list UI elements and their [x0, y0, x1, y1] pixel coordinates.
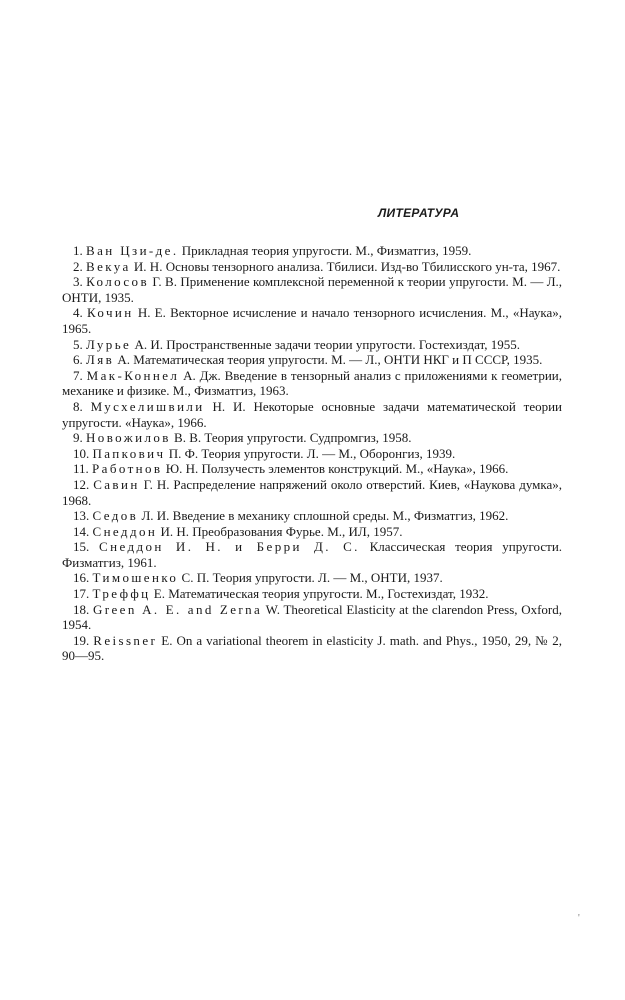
reference-number: 18. — [73, 601, 90, 617]
reference-text: В. В. Теория упругости. Судпромгиз, 1958. — [174, 430, 412, 446]
reference-text: А. Математическая теория упругости. М. — Л., ОНТИ НКГ и П СССР, 1935. — [117, 352, 543, 368]
reference-item — [62, 399, 562, 430]
reference-author: Ляв — [86, 352, 115, 368]
reference-text: Г. Н. Распределение напряжений около отверстий. Киев, «Наукова думка», 1968. — [62, 476, 563, 508]
reference-item — [62, 430, 562, 446]
reference-number: 16. — [73, 570, 90, 586]
reference-item — [62, 352, 562, 368]
reference-item — [62, 586, 562, 602]
reference-text: И. Н. Основы тензорного анализа. Тбилиси. Изд-во Тбилисского ун-та, 1967. — [133, 258, 561, 274]
page-title: ЛИТЕРАТУРА — [378, 206, 460, 220]
reference-item — [62, 337, 562, 353]
reference-author: Векуа — [86, 258, 131, 274]
reference-item — [62, 633, 562, 664]
reference-number: 6. — [73, 352, 83, 368]
reference-text: Ю. Н. Ползучесть элементов конструкций. М., «Наука», 1966. — [165, 461, 509, 477]
reference-number: 11. — [73, 461, 89, 477]
reference-author: Ван Цзи-де. — [86, 243, 179, 258]
reference-item — [62, 274, 562, 305]
reference-author: Лурье — [86, 336, 132, 352]
reference-author: Reissner — [93, 632, 158, 648]
reference-number: 5. — [73, 336, 83, 352]
reference-author: Тимошенко — [92, 570, 179, 586]
reference-item — [62, 602, 562, 633]
reference-list — [62, 243, 562, 664]
reference-item — [62, 508, 562, 524]
reference-text: W. Theoretical Elasticity at the clarendon Press, Oxford, 1954. — [62, 601, 563, 633]
reference-number: 1. — [73, 243, 83, 258]
reference-text: П. Ф. Теория упругости. Л. — М., Оборонгиз, 1939. — [168, 445, 456, 461]
reference-number: 8. — [73, 398, 83, 414]
reference-item — [62, 305, 562, 336]
reference-text: Н. И. Некоторые основные задачи математической теории упругости. «Наука», 1966. — [62, 398, 563, 430]
reference-text: А. Дж. Введение в тензорный анализ с приложениями к геометрии, механике и физике. М., Физматгиз, 1963. — [62, 367, 563, 399]
reference-item — [62, 259, 562, 275]
reference-item — [62, 368, 562, 399]
reference-number: 19. — [73, 632, 90, 648]
reference-author: Треффц — [92, 586, 151, 602]
reference-number: 4. — [73, 305, 83, 321]
reference-number: 10. — [73, 445, 90, 461]
reference-text: А. И. Пространственные задачи теории упругости. Гостехиздат, 1955. — [134, 336, 520, 352]
reference-author: Савин — [93, 476, 140, 492]
reference-number: 9. — [73, 430, 83, 446]
reference-author: Снеддон И. Н. и Берри Д. С. — [99, 539, 360, 555]
reference-item — [62, 477, 562, 508]
reference-text: Классическая теория упругости. Физматгиз, 1961. — [62, 539, 563, 570]
reference-item — [62, 446, 562, 462]
reference-text: Г. В. Применение комплексной переменной к теории упругости. М. — Л., ОНТИ, 1935. — [62, 274, 563, 305]
reference-item — [62, 243, 562, 259]
reference-author: Колосов — [86, 274, 149, 290]
reference-author: Седов — [92, 508, 139, 524]
reference-text: Е. Математическая теория упругости. М., Гостехиздат, 1932. — [153, 586, 489, 602]
reference-text: E. On a variational theorem in elasticity J. math. and Phys., 1950, 29, № 2, 90—95. — [62, 632, 563, 664]
reference-item — [62, 539, 562, 570]
reference-number: 14. — [73, 523, 90, 539]
reference-text: Н. Е. Векторное исчисление и начало тензорного исчисления. М., «Наука», 1965. — [62, 305, 563, 336]
reference-number: 3. — [73, 274, 83, 290]
reference-item — [62, 524, 562, 540]
reference-number: 7. — [73, 367, 83, 383]
reference-author: Новожилов — [86, 430, 171, 446]
reference-author: Кочин — [86, 305, 134, 321]
reference-author: Green A. E. and Zerna — [92, 601, 263, 617]
reference-text: Л. И. Введение в механику сплошной среды. М., Физматгиз, 1962. — [141, 508, 509, 524]
corner-mark: ' — [578, 913, 580, 924]
reference-number: 17. — [73, 586, 90, 602]
reference-author: Мусхелишвили — [90, 398, 205, 414]
reference-text: Прикладная теория упругости. М., Физматгиз, 1959. — [181, 243, 472, 258]
reference-text: И. Н. Преобразования Фурье. М., ИЛ, 1957. — [160, 523, 403, 539]
reference-author: Мак-Коннел — [86, 367, 180, 383]
reference-number: 13. — [73, 508, 90, 524]
reference-number: 2. — [73, 258, 83, 274]
reference-item — [62, 461, 562, 477]
reference-number: 12. — [73, 476, 90, 492]
reference-author: Снеддон — [92, 523, 158, 539]
reference-author: Папкович — [92, 445, 166, 461]
reference-author: Работнов — [92, 461, 163, 477]
reference-item — [62, 570, 562, 586]
reference-text: С. П. Теория упругости. Л. — М., ОНТИ, 1937. — [181, 570, 443, 586]
reference-number: 15. — [73, 539, 90, 555]
